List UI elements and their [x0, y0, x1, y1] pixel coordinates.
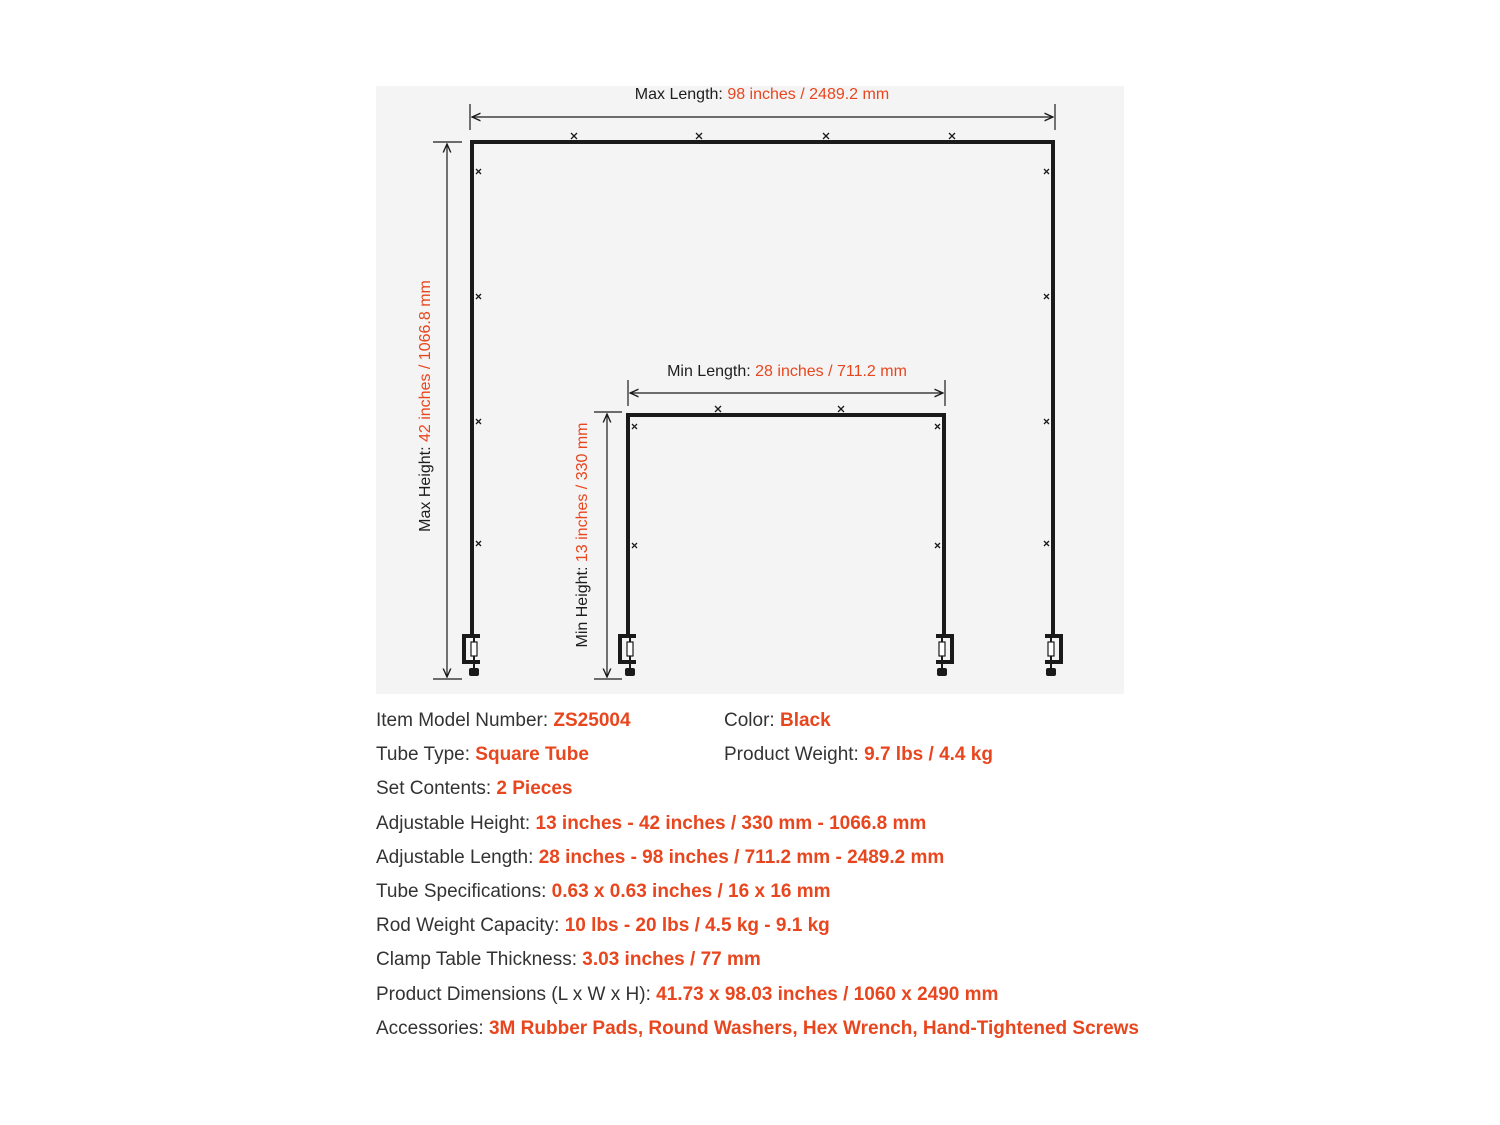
- spec-tube-specifications: Tube Specifications: 0.63 x 0.63 inches / 16 x 16 mm: [376, 880, 831, 902]
- spec-color: Color: Black: [724, 710, 831, 731]
- spec-row: [376, 845, 1136, 879]
- spec-model-number: Item Model Number: ZS25004: [376, 710, 631, 731]
- spec-clamp-table-thickness: Clamp Table Thickness: 3.03 inches / 77 mm: [376, 949, 761, 971]
- spec-set-contents: Set Contents: 2 Pieces: [376, 778, 573, 800]
- specifications-list: [376, 708, 1139, 1050]
- spec-row: [376, 811, 1136, 845]
- spec-tube-type: Tube Type: Square Tube: [376, 744, 589, 766]
- spec-row: [376, 776, 1136, 810]
- spec-product-weight: Product Weight: 9.7 lbs / 4.4 kg: [724, 744, 993, 766]
- spec-row: [376, 742, 1136, 776]
- spec-row: [376, 879, 1136, 913]
- max-length-dimension: [470, 104, 1055, 130]
- spec-adjustable-height: Adjustable Height: 13 inches - 42 inches / 330 mm - 1066.8 mm: [376, 812, 927, 834]
- clamp-icon: [1045, 634, 1063, 676]
- small-frame: [628, 406, 944, 636]
- spec-row: [376, 708, 1136, 742]
- spec-rod-weight-capacity: Rod Weight Capacity: 10 lbs - 20 lbs / 4.5 kg - 9.1 kg: [376, 915, 830, 937]
- spec-adjustable-length: Adjustable Length: 28 inches - 98 inches / 711.2 mm - 2489.2 mm: [376, 846, 945, 868]
- spec-accessories: Accessories: 3M Rubber Pads, Round Washers, Hex Wrench, Hand-Tightened Screws: [376, 1017, 1139, 1039]
- spec-product-dimensions: Product Dimensions (L x W x H): 41.73 x 98.03 inches / 1060 x 2490 mm: [376, 983, 999, 1005]
- min-length-label: Min Length: 28 inches / 711.2 mm: [667, 363, 907, 380]
- clamp-icon: [462, 634, 480, 676]
- spec-row: [376, 947, 1136, 981]
- min-height-dimension: [594, 412, 622, 679]
- max-height-label: Max Height: 42 inches / 1066.8 mm: [417, 280, 434, 532]
- spec-row: [376, 913, 1136, 947]
- clamp-icon: [936, 634, 954, 676]
- clamp-icon: [618, 634, 636, 676]
- max-height-dimension: [433, 142, 462, 679]
- max-length-label: Max Length: 98 inches / 2489.2 mm: [634, 86, 890, 103]
- min-length-dimension: [628, 380, 945, 406]
- spec-row: [376, 1016, 1139, 1050]
- joint-icons: [476, 133, 1049, 546]
- joint-icons: [632, 406, 940, 548]
- spec-row: [376, 982, 1136, 1016]
- min-height-label: Min Height: 13 inches / 330 mm: [574, 422, 591, 648]
- large-frame: [472, 133, 1053, 636]
